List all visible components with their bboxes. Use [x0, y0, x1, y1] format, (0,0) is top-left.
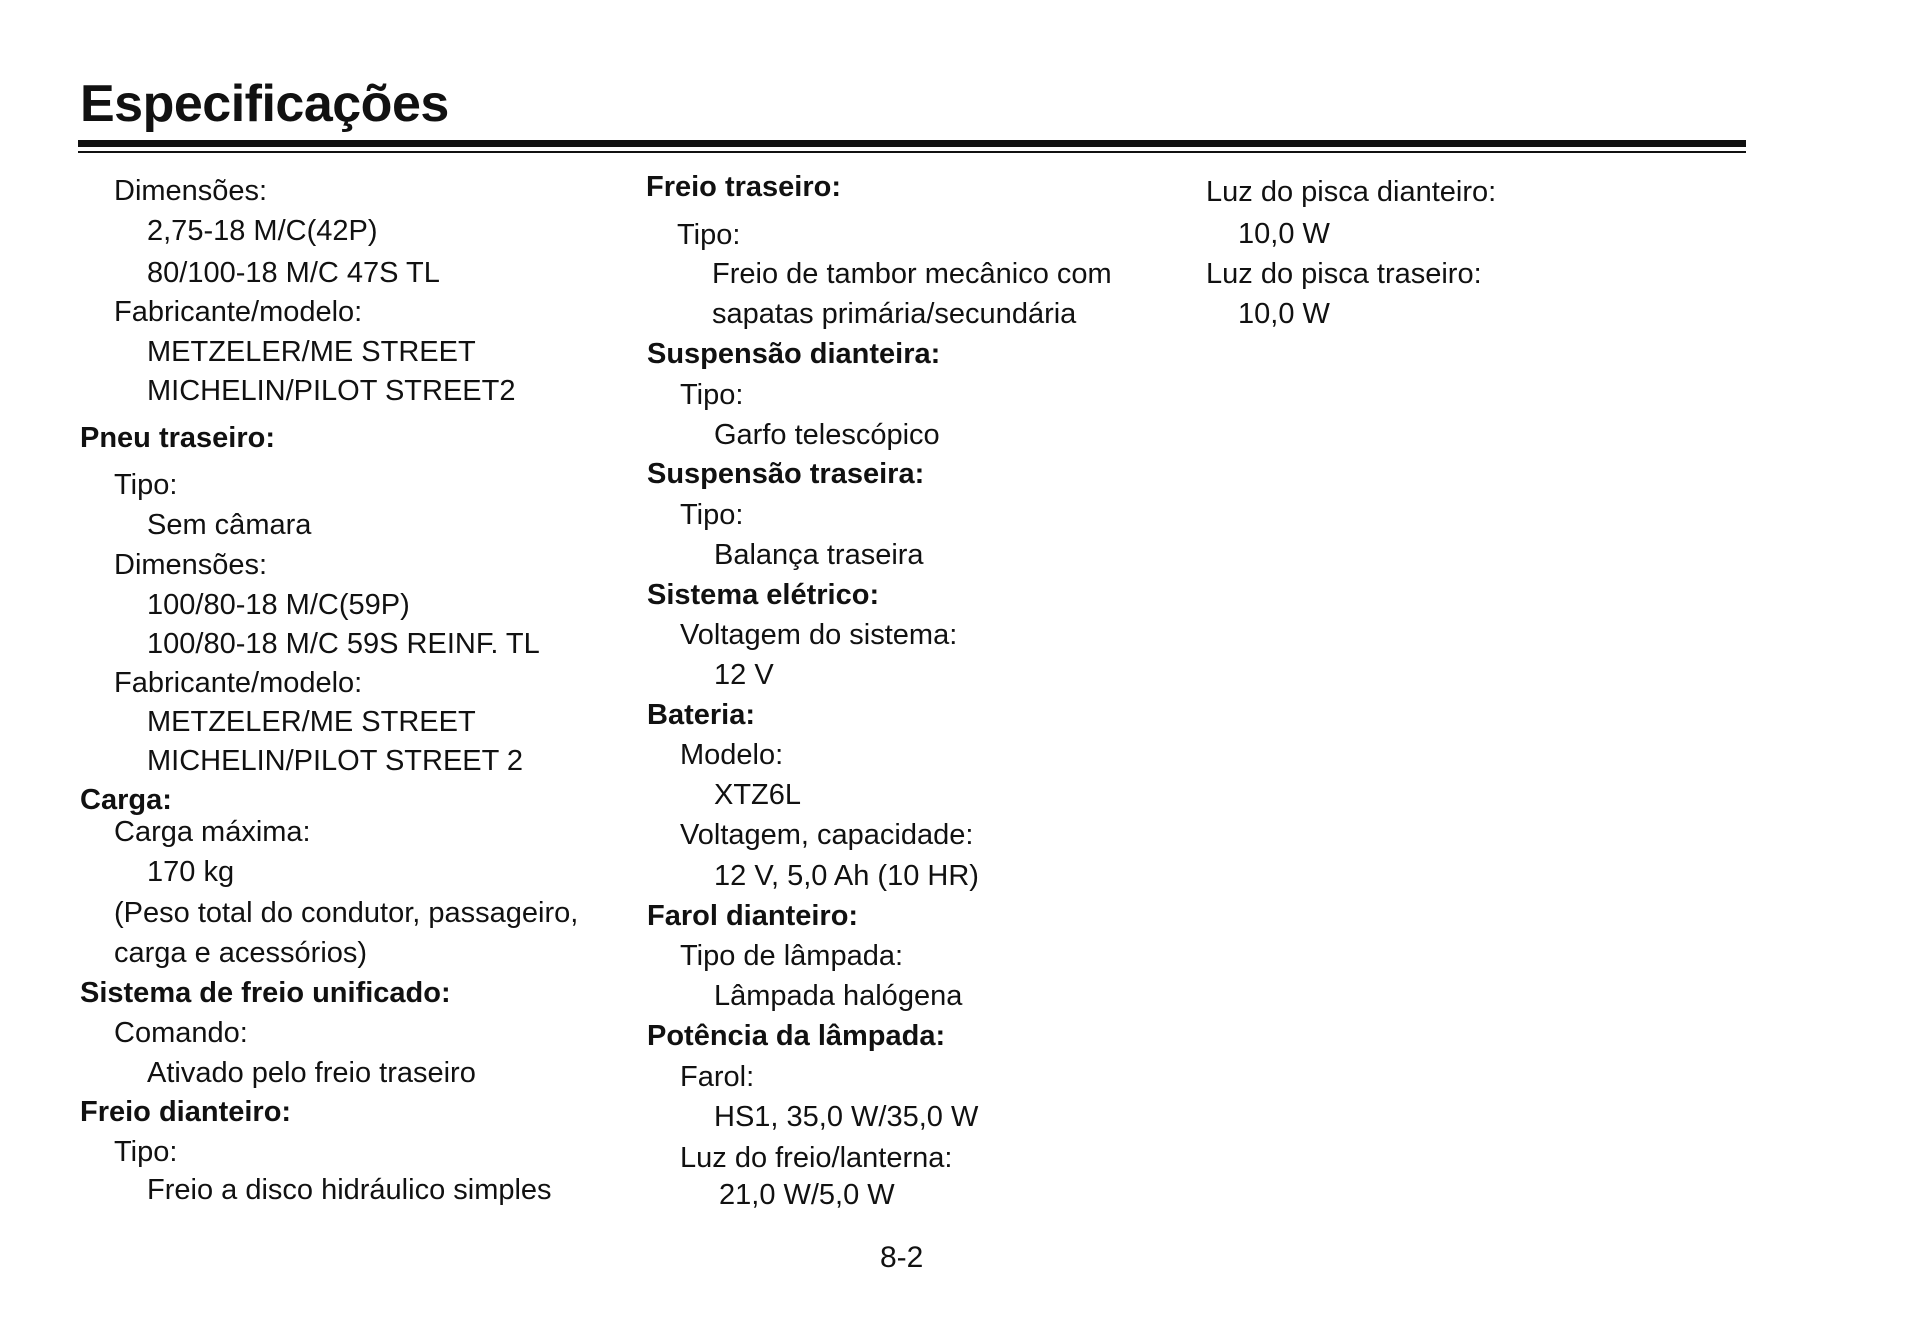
- section-heading: Freio dianteiro:: [80, 1096, 292, 1128]
- spec-value: METZELER/ME STREET: [147, 706, 476, 738]
- spec-value: 12 V, 5,0 Ah (10 HR): [714, 860, 979, 892]
- spec-label: Comando:: [114, 1017, 248, 1049]
- spec-value: HS1, 35,0 W/35,0 W: [714, 1101, 979, 1133]
- spec-label: Luz do pisca dianteiro:: [1206, 176, 1497, 208]
- spec-label: Fabricante/modelo:: [114, 296, 363, 328]
- spec-value: 21,0 W/5,0 W: [719, 1179, 895, 1211]
- section-heading: Sistema elétrico:: [647, 579, 880, 611]
- section-heading: Bateria:: [647, 699, 755, 731]
- spec-value: MICHELIN/PILOT STREET 2: [147, 745, 524, 777]
- spec-value: Freio a disco hidráulico simples: [147, 1174, 552, 1206]
- spec-value: 170 kg: [147, 856, 235, 888]
- title-rule-thick: [78, 140, 1746, 147]
- spec-note: (Peso total do condutor, passageiro,: [114, 897, 579, 929]
- spec-value: Ativado pelo freio traseiro: [147, 1057, 476, 1089]
- spec-value: 100/80-18 M/C(59P): [147, 589, 410, 621]
- section-heading: Freio traseiro:: [646, 171, 841, 203]
- spec-value: Balança traseira: [714, 539, 924, 571]
- spec-label: Voltagem, capacidade:: [680, 819, 974, 851]
- spec-label: Farol:: [680, 1061, 755, 1093]
- section-heading: Suspensão dianteira:: [647, 338, 941, 370]
- spec-label: Tipo:: [680, 379, 744, 411]
- spec-note: carga e acessórios): [114, 937, 368, 969]
- spec-value: Sem câmara: [147, 509, 312, 541]
- spec-label: Dimensões:: [114, 549, 268, 581]
- spec-value: XTZ6L: [714, 779, 802, 811]
- spec-value: METZELER/ME STREET: [147, 336, 476, 368]
- spec-label: Tipo:: [114, 469, 178, 501]
- spec-value: 100/80-18 M/C 59S REINF. TL: [147, 628, 540, 660]
- spec-label: Luz do freio/lanterna:: [680, 1142, 953, 1174]
- spec-value: 2,75-18 M/C(42P): [147, 215, 378, 247]
- spec-label: Dimensões:: [114, 175, 268, 207]
- spec-label: Tipo:: [114, 1136, 178, 1168]
- section-heading: Suspensão traseira:: [647, 458, 925, 490]
- spec-value: Freio de tambor mecânico com: [712, 258, 1112, 290]
- section-heading: Carga:: [80, 784, 172, 816]
- spec-value: 80/100-18 M/C 47S TL: [147, 257, 440, 289]
- spec-label: Luz do pisca traseiro:: [1206, 258, 1482, 290]
- spec-label: Carga máxima:: [114, 816, 311, 848]
- spec-label: Tipo:: [677, 219, 741, 251]
- page-number: 8-2: [880, 1241, 924, 1274]
- spec-value: Garfo telescópico: [714, 419, 940, 451]
- section-heading: Potência da lâmpada:: [647, 1020, 946, 1052]
- page-title: Especificações: [80, 75, 449, 133]
- title-rule-thin: [78, 151, 1746, 153]
- spec-label: Tipo de lâmpada:: [680, 940, 904, 972]
- spec-value: 10,0 W: [1238, 218, 1330, 250]
- section-heading: Pneu traseiro:: [80, 422, 275, 454]
- spec-value: Lâmpada halógena: [714, 980, 963, 1012]
- spec-value: 12 V: [714, 659, 774, 691]
- section-heading: Sistema de freio unificado:: [80, 977, 451, 1009]
- spec-value: sapatas primária/secundária: [712, 298, 1077, 330]
- spec-label: Voltagem do sistema:: [680, 619, 958, 651]
- spec-label: Tipo:: [680, 499, 744, 531]
- spec-value: MICHELIN/PILOT STREET2: [147, 375, 516, 407]
- spec-label: Fabricante/modelo:: [114, 667, 363, 699]
- spec-label: Modelo:: [680, 739, 784, 771]
- spec-value: 10,0 W: [1238, 298, 1330, 330]
- section-heading: Farol dianteiro:: [647, 900, 859, 932]
